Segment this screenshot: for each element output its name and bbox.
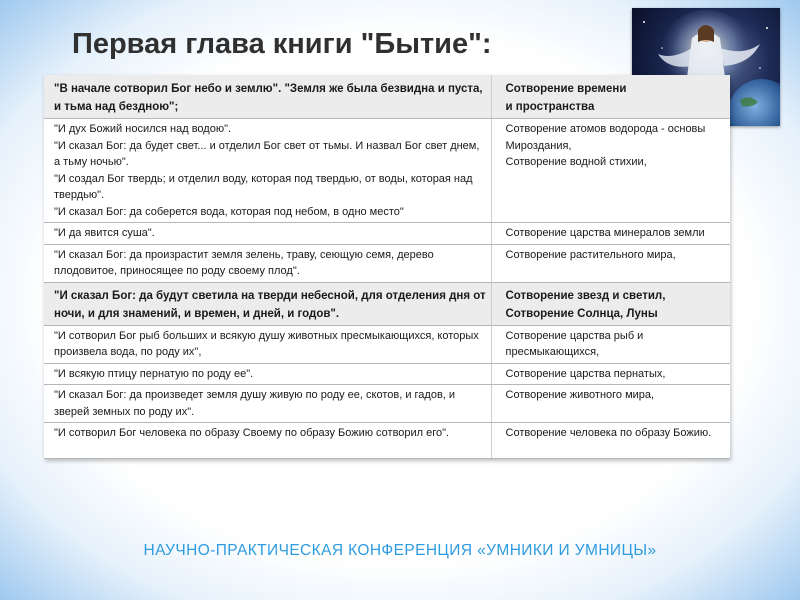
table-cell-quote	[44, 363, 491, 385]
table-row	[44, 385, 730, 423]
cell-text: "И сказал Бог: да будут светила на тверди небесной, для отделения дня от ночи, и для знамений, и времен, и дней, и годов".	[54, 289, 486, 320]
cell-text: Сотворение царства минералов земли	[505, 227, 705, 239]
cell-text: и пространства	[505, 101, 595, 113]
table-row	[44, 119, 730, 223]
cell-text: "В начале сотворил Бог небо и землю". "Земля же была безвидна и пуста, и тьма над бездною";	[54, 83, 483, 113]
table-cell-quote	[44, 244, 491, 282]
cell-text: Сотворение времени	[505, 83, 627, 95]
table-cell-quote	[44, 282, 491, 325]
table-cell-meaning	[491, 244, 730, 282]
table-cell-meaning	[491, 75, 730, 119]
table-cell-meaning	[491, 282, 730, 325]
table-row	[44, 363, 730, 385]
cell-text: "И сотворил Бог человека по образу Своему по образу Божию сотворил его".	[54, 427, 450, 439]
table-row	[44, 223, 730, 245]
conference-footer: НАУЧНО-ПРАКТИЧЕСКАЯ КОНФЕРЕНЦИЯ «УМНИКИ И УМНИЦЫ»	[143, 542, 657, 559]
table-cell-meaning	[491, 423, 730, 459]
table-row	[44, 423, 730, 459]
cell-text: "И создал Бог твердь; и отделил воду, которая под твердью, от воды, которая над твердью".	[54, 172, 473, 201]
table-cell-meaning	[491, 363, 730, 385]
table-cell-meaning	[491, 223, 730, 245]
cell-text: Сотворение звезд и светил,	[505, 289, 666, 302]
cell-text: "И сказал Бог: да произрастит земля зелень, траву, сеющую семя, дерево плодовитое, приносящее по роду своему плод".	[54, 248, 434, 277]
table-cell-quote	[44, 75, 491, 119]
table-row	[44, 325, 730, 363]
table-row	[44, 75, 730, 119]
table-cell-quote	[44, 119, 491, 223]
cell-text: Сотворение Солнца, Луны	[505, 307, 658, 320]
table-cell-quote	[44, 385, 491, 423]
slide-title: Первая глава книги "Бытие":	[72, 28, 492, 60]
table-cell-meaning	[491, 119, 730, 223]
cell-text: "И сотворил Бог рыб больших и всякую душу животных пресмыкающихся, которых произвела вода, по роду их",	[54, 329, 479, 358]
cell-text: Сотворение атомов водорода - основы Мироздания,	[505, 123, 706, 152]
table-cell-meaning	[491, 325, 730, 363]
cell-text: "И дух Божий носился над водою".	[54, 123, 232, 135]
cell-text: Сотворение водной стихии,	[505, 156, 647, 168]
cell-text: "И сказал Бог: да соберется вода, которая под небом, в одно место"	[54, 205, 404, 218]
cell-text: Сотворение царства рыб и пресмыкающихся,	[505, 329, 644, 358]
cell-text: "И сказал Бог: да будет свет... и отделил Бог свет от тьмы. И назвал Бог свет днем, а тьму ночью".	[54, 139, 480, 168]
cell-text: "И да явится суша".	[54, 227, 155, 239]
table-row	[44, 282, 730, 325]
cell-text: "И сказал Бог: да произведет земля душу живую по роду ее, скотов, и гадов, и зверей земных по роду их".	[54, 389, 456, 418]
table-cell-meaning	[491, 385, 730, 423]
cell-text: Сотворение животного мира,	[505, 389, 655, 401]
table-cell-quote	[44, 325, 491, 363]
cell-text: Сотворение человека по образу Божию.	[505, 427, 712, 439]
genesis-table	[44, 75, 730, 459]
cell-text: Сотворение растительного мира,	[505, 248, 676, 261]
cell-text: Сотворение царства пернатых,	[505, 367, 666, 380]
table-cell-quote	[44, 423, 491, 459]
table-row	[44, 244, 730, 282]
table-cell-quote	[44, 223, 491, 245]
cell-text: "И всякую птицу пернатую по роду ее".	[54, 367, 254, 380]
